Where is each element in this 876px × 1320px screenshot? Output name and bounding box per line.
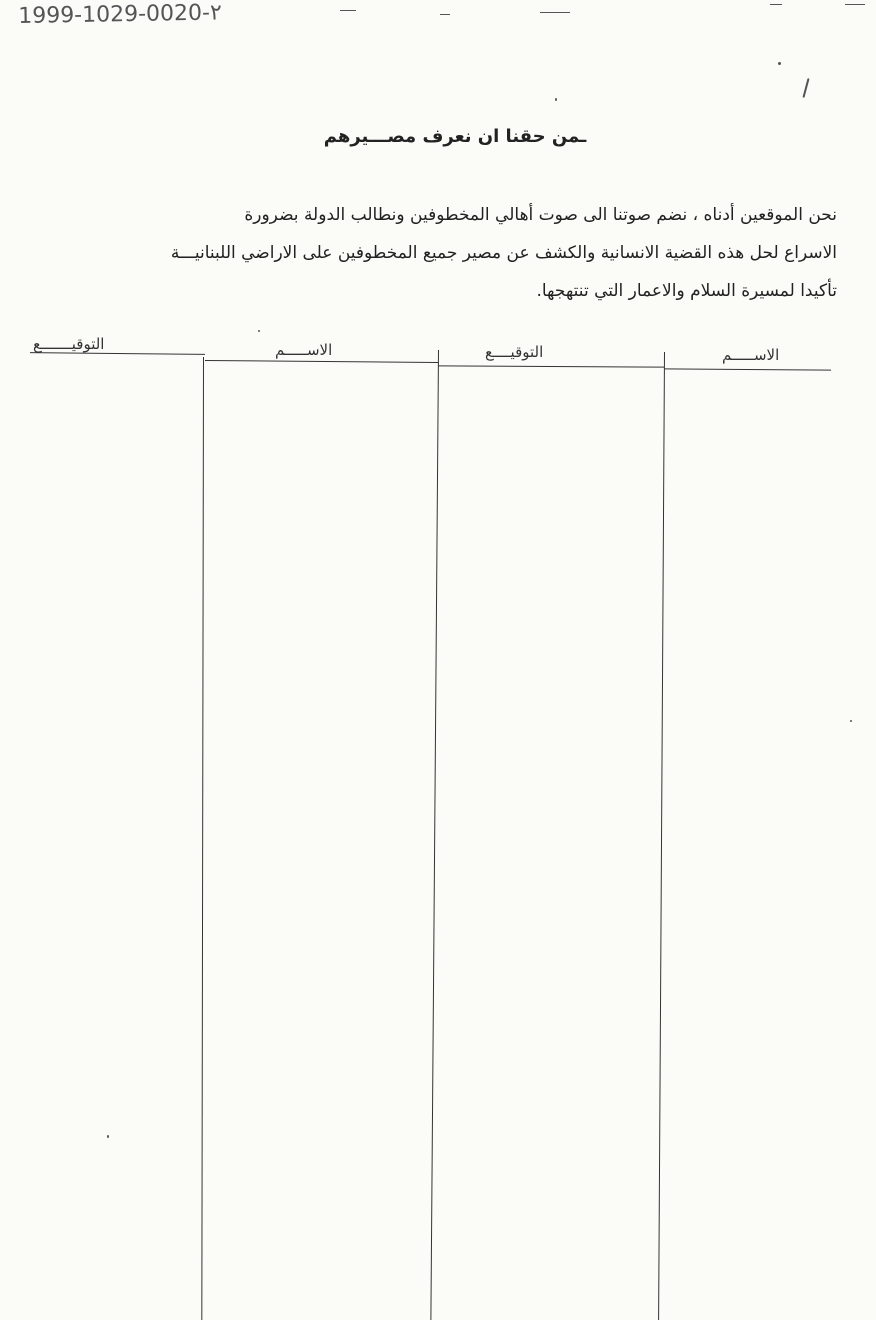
header-underline-4	[30, 352, 205, 355]
scan-speck	[555, 98, 557, 101]
scan-speck	[778, 62, 781, 65]
scan-speck	[845, 4, 865, 5]
petition-title: ـمن حقنا ان نعرف مصـــيرهم	[323, 126, 587, 147]
column-header-signature-2: التوقيـــــــع	[33, 335, 105, 353]
archive-reference-number: 1999-1029-0020-٢	[18, 0, 223, 29]
column-header-signature-1: التوقيــــع	[485, 343, 544, 361]
header-underline-1	[664, 368, 831, 370]
header-underline-3	[205, 360, 438, 363]
scan-speck	[770, 4, 782, 5]
scan-speck	[850, 720, 852, 722]
column-divider-3	[201, 357, 204, 1320]
scan-speck	[440, 14, 450, 15]
column-header-name-1: الاســـــم	[722, 346, 780, 364]
header-underline-2	[438, 365, 664, 367]
scan-speck	[258, 330, 260, 332]
scan-speck	[107, 1135, 109, 1138]
column-divider-2	[430, 350, 439, 1320]
scan-speck	[802, 78, 809, 98]
scan-speck	[540, 12, 570, 13]
petition-body-line-2: الاسراع لحل هذه القضية الانسانية والكشف عن مصير جميع المخطوفين على الاراضي اللبنانيـــة	[170, 243, 837, 263]
column-divider-1	[658, 352, 665, 1320]
column-header-name-2: الاســـــم	[275, 341, 333, 359]
petition-body-line-1: نحن الموقعين أدناه ، نضم صوتنا الى صوت أهالي المخطوفين ونطالب الدولة بضرورة	[244, 205, 837, 225]
petition-body-line-3: تأكيدا لمسيرة السلام والاعمار التي تنتهجها.	[536, 281, 837, 301]
petition-body	[95, 190, 837, 310]
scan-speck	[340, 10, 356, 11]
